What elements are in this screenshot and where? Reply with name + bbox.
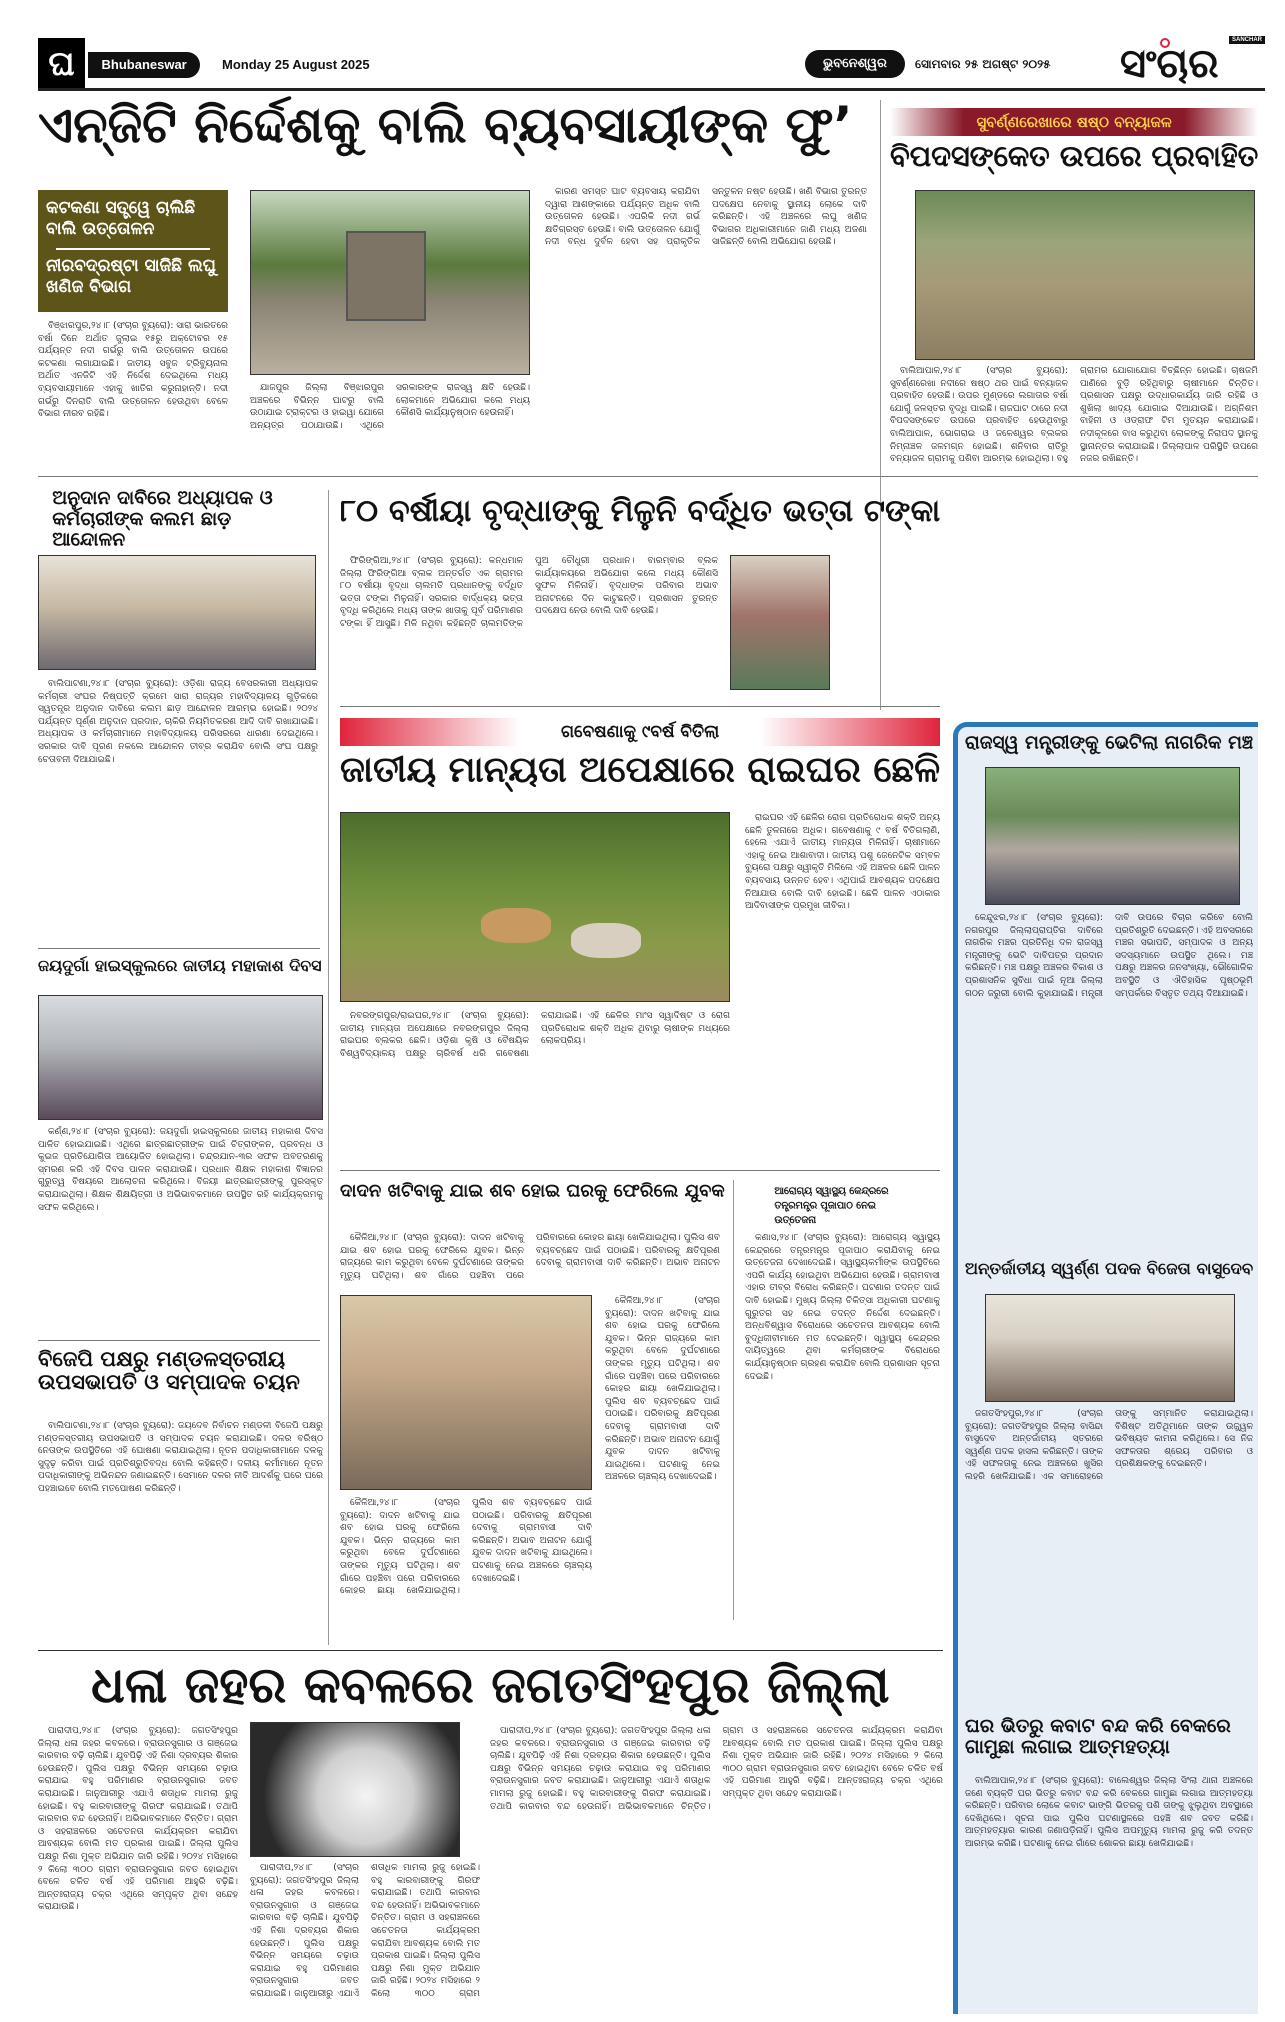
article-body [490,1725,943,2010]
photo-flood [915,190,1255,360]
section-divider [38,948,320,949]
text-line: ଏନ୍‌ଜିଟି ନିର୍ଦ୍ଦେଶକୁ ବାଲି ବ୍ୟବସାୟୀଙ୍କ ଫୁ’ [38,96,853,154]
text-line: ସଂଚାର [1120,41,1219,87]
headline-gold-medal [965,1260,1253,1288]
paragraph: କୈଳିଆ,୨୪।୮ (ସଂଚାର ବ୍ୟୁରୋ): ଦାଦନ ଖଟିବାକୁ ଯାଇ ଶବ ହୋଇ ଘରକୁ ଫେରିଲେ ଯୁବକ। ଭିନ୍ନ ରାଜ୍ୟରେ କାମ କରୁଥିବା ବେଳେ ଦୁର୍ଘଟଣାରେ ତାଙ୍କର ମୃତ୍ୟୁ ଘଟିଥିଲା। ଶବ ଗାଁରେ ପହଞ୍ଚିବା ପରେ ପରିବାରରେ କୋହର ଛାୟା ଖେଳିଯାଇଥିଲା। ପୁଲିସ ଶବ ବ୍ୟବଚ୍ଛେଦ ପାଇଁ ପଠାଇଛି। ପରିବାରକୁ କ୍ଷତିପୂରଣ ଦେବାକୁ ଗ୍ରାମବାସୀ ଦାବି କରିଛନ୍ତି। ଅଭାବ ଅନାଟନ ଯୋଗୁଁ ଯୁବକ ଦାଦନ ଖଟିବାକୁ ଯାଇଥିଲେ। ଘଟଣାକୁ ନେଇ ଅଞ୍ଚଳରେ ଚାଞ୍ଚଲ୍ୟ ଦେଖାଦେଇଛି। [605,1296,720,1483]
headline-bjp [38,1348,323,1414]
text-line: ଘର ଭିତରୁ କବାଟ ବନ୍ଦ କରି ବେକରେ ଗାମୁଛା ଲଗାଇ ଆତ୍ମହତ୍ୟା [965,1715,1231,1758]
article-body [340,1497,592,1615]
paragraph: ଫିରିଙ୍ଗିଆ,୨୪।୮ (ସଂଚାର ବ୍ୟୁରୋ): କନ୍ଧମାଳ ଜିଲ୍ଲା ଫିରିଙ୍ଗିଆ ବ୍ଲକ ଅନ୍ତର୍ଗତ ଏକ ଗ୍ରାମର ୮୦ ବର୍ଷୀୟା ବୃଦ୍ଧା ଚାଲମତି ପ୍ରଧାନଙ୍କୁ ବର୍ଦ୍ଧିତ ଭତ୍ତା ଟଙ୍କା ମିଳୁନାହିଁ। ସରକାର ବାର୍ଦ୍ଧକ୍ୟ ଭତ୍ତା ବୃଦ୍ଧି କରିଥିଲେ ମଧ୍ୟ ତାଙ୍କ ଖାତାକୁ ପୂର୍ବ ପରିମାଣର ଟଙ୍କା ହିଁ ଆସୁଛି। ମିଳି ନଥିବା କହିଛନ୍ତି ଚାଲମତିଙ୍କ ପୁଅ ଚୌଧୁରୀ ପ୍ରଧାନ। ବାରମ୍ବାର ବ୍ଲକ କାର୍ଯ୍ୟାଳୟରେ ଅଭିଯୋଗ କଲେ ମଧ୍ୟ କୌଣସି ସୁଫଳ ମିଳିନାହିଁ। ବୃଦ୍ଧାଙ୍କ ପରିବାର ଅଭାବ ଅନାଟନରେ ଦିନ କାଟୁଛନ୍ତି। ପ୍ରଶାସନ ତୁରନ୍ତ ପଦକ୍ଷେପ ନେଉ ବୋଲି ଦାବି ହେଉଛି। [340,556,718,629]
headline-elderly-allowance [340,494,940,544]
paragraph: ବାଲିପାଟଣା,୨୪।୮ (ସଂଚାର ବ୍ୟୁରୋ): ଜୟଦେବ ନିର୍ବାଚନ ମଣ୍ଡଳୀ ବିଜେପି ପକ୍ଷରୁ ମଣ୍ଡଳସ୍ତରୀୟ ଉପସଭାପତି ଓ ସମ୍ପାଦକ ଚୟନ କରାଯାଇଛି। ଦଳର ବରିଷ୍ଠ ନେତାଙ୍କ ଉପସ୍ଥିତିରେ ଏହି ଘୋଷଣା କରାଯାଇଥିଲା। ନୂତନ ପଦାଧିକାରୀମାନେ ଦଳକୁ ସୁଦୃଢ଼ କରିବା ପାଇଁ ପ୍ରତିଶ୍ରୁତିବଦ୍ଧ ବୋଲି କହିଛନ୍ତି। ଦଳୀୟ କର୍ମୀମାନେ ନୂତନ ପଦାଧିକାରୀଙ୍କୁ ଅଭିନନ୍ଦନ ଜଣାଇଛନ୍ତି। ସେମାନେ ଦଳର ନୀତି ଆଦର୍ଶକୁ ଘରେ ଘରେ ପହଞ୍ଚାଇବେ ବୋଲି ମତପୋଷଣ କରିଛନ୍ତି। [38,1421,323,1494]
paragraph: ନବରଙ୍ଗପୁର/ରାଇଘର,୨୪।୮ (ସଂଚାର ବ୍ୟୁରୋ): ଜାତୀୟ ମାନ୍ୟତା ଅପେକ୍ଷାରେ ନବରଙ୍ଗପୁର ଜିଲ୍ଲା ରାଇଘର ବ୍ଲକର ଛେଳି। ଓଡ଼ିଶା କୃଷି ଓ ବୈଷୟିକ ବିଶ୍ୱବିଦ୍ୟାଳୟ ପକ୍ଷରୁ ଚାରିବର୍ଷ ଧରି ଗବେଷଣା କରାଯାଇଛି। ଏହି ଛେଳିର ମାଂସ ସ୍ୱାଦିଷ୍ଟ ଓ ରୋଗ ପ୍ରତିରୋଧକ ଶକ୍ତି ଅଧିକ ଥିବାରୁ ଚାଷୀଙ୍କ ମଧ୍ୟରେ ଲୋକପ୍ରିୟ। [340,1011,730,1059]
text-line: ଗବେଷଣାକୁ ୯ବର୍ଷ ବିତିଲା [561,722,720,742]
subhead-line1 [46,198,220,242]
text-line: ଜାତୀୟ ମାନ୍ୟତା ଅପେକ୍ଷାରେ ରାଇଘର ଛେଳି [340,749,941,791]
paragraph: ପାରାଦୀପ,୨୪।୮ (ସଂଚାର ବ୍ୟୁରୋ): ଜଗତସିଂହପୁର ଜିଲ୍ଲା ଧଳା ଜହର କବଳରେ। ବ୍ରାଉନସୁଗାର ଓ ଗଞ୍ଜେଇ କାରବାର ବଢ଼ି ଚାଲିଛି। ଯୁବପିଢ଼ି ଏହି ନିଶା ଦ୍ରବ୍ୟର ଶିକାର ହେଉଛନ୍ତି। ପୁଲିସ ପକ୍ଷରୁ ବିଭିନ୍ନ ସମୟରେ ଚଢ଼ାଉ କରାଯାଇ ବହୁ ପରିମାଣର ବ୍ରାଉନସୁଗାର ଜବତ କରାଯାଇଛି। ଜାନୁଆରୀରୁ ଏଯାଏଁ ଶତାଧିକ ମାମଲା ରୁଜୁ ହୋଇଛି। ବହୁ କାରବାରୀଙ୍କୁ ଗିରଫ କରାଯାଇଛି। ତଥାପି କାରବାର ବନ୍ଦ ହେଉନାହିଁ। ଅଭିଭାବକମାନେ ଚିନ୍ତିତ। ଗ୍ରାମ ଓ ସହରାଞ୍ଚଳରେ ସଚେତନତା କାର୍ଯ୍ୟକ୍ରମ କରାଯିବା ଆବଶ୍ୟକ ବୋଲି ମତ ପ୍ରକାଶ ପାଇଛି। ଜିଲ୍ଲା ପୁଲିସ ପକ୍ଷରୁ ନିଶା ମୁକ୍ତ ଅଭିଯାନ ଜାରି ରହିଛି। ୨୦୨୪ ମସିହାରେ ୨ କିଲୋ ୩୦୦ ଗ୍ରାମ ବ୍ରାଉନସୁଗାର ଜବତ ହୋଇଥିବା ବେଳେ ଚଳିତ ବର୍ଷ ଏହି ପରିମାଣ ଆହୁରି ବଢ଼ିଛି। ଆନ୍ତଃରାଜ୍ୟ ଚକ୍ର ଏଥିରେ ସମ୍ପୃକ୍ତ ଥିବା ସନ୍ଦେହ କରାଯାଉଛି। [490,1726,943,1812]
subhead-divider [56,248,210,250]
text-line: ଭୁବନେଶ୍ୱର [823,55,887,70]
photo-school-event [38,995,323,1120]
paragraph: ବାଲିପାଟଣା,୨୪।୮ (ସଂଚାର ବ୍ୟୁରୋ): ଓଡ଼ିଶା ରାଜ୍ୟ ବେସରକାରୀ ଅଧ୍ୟାପକ କର୍ମଚାରୀ ସଂଘର ନିଷ୍ପତ୍ତି କ୍ରମେ ସାରା ରାଜ୍ୟର ମହାବିଦ୍ୟାଳୟ ଗୁଡ଼ିକରେ ସ୍ୱତନ୍ତ୍ର ଅନୁଦାନ ଦାବିରେ କଲମ ଛାଡ଼ ଆନ୍ଦୋଳନ ଆରମ୍ଭ ହୋଇଛି। ୨୦୨୪ ପର୍ଯ୍ୟନ୍ତ ପୂର୍ଣ୍ଣ ଅନୁଦାନ ପ୍ରଦାନ, ଚାକିରି ନିୟମିତକରଣ ଆଦି ଦାବି ରଖାଯାଇଛି। ଅଧ୍ୟାପକ ଓ କର୍ମଚାରୀମାନେ ମହାବିଦ୍ୟାଳୟ ପରିସରରେ ଧାରଣା ଦେଇଥିଲେ। ସରକାର ଦାବି ପୂରଣ ନକଲେ ଆନ୍ଦୋଳନ ତୀବ୍ର କରାଯିବ ବୋଲି ସଂଘ ପକ୍ଷରୁ ଚେତାବନୀ ଦିଆଯାଇଛି। [38,679,318,765]
headline-health-centre [745,1184,940,1228]
paragraph: ପାରାଦୀପ,୨୪।୮ (ସଂଚାର ବ୍ୟୁରୋ): ଜଗତସିଂହପୁର ଜିଲ୍ଲା ଧଳା ଜହର କବଳରେ। ବ୍ରାଉନସୁଗାର ଓ ଗଞ୍ଜେଇ କାରବାର ବଢ଼ି ଚାଲିଛି। ଯୁବପିଢ଼ି ଏହି ନିଶା ଦ୍ରବ୍ୟର ଶିକାର ହେଉଛନ୍ତି। ପୁଲିସ ପକ୍ଷରୁ ବିଭିନ୍ନ ସମୟରେ ଚଢ଼ାଉ କରାଯାଇ ବହୁ ପରିମାଣର ବ୍ରାଉନସୁଗାର ଜବତ କରାଯାଇଛି। ଜାନୁଆରୀରୁ ଏଯାଏଁ ଶତାଧିକ ମାମଲା ରୁଜୁ ହୋଇଛି। ବହୁ କାରବାରୀଙ୍କୁ ଗିରଫ କରାଯାଇଛି। ତଥାପି କାରବାର ବନ୍ଦ ହେଉନାହିଁ। ଅଭିଭାବକମାନେ ଚିନ୍ତିତ। ଗ୍ରାମ ଓ ସହରାଞ୍ଚଳରେ ସଚେତନତା କାର୍ଯ୍ୟକ୍ରମ କରାଯିବା ଆବଶ୍ୟକ ବୋଲି ମତ ପ୍ରକାଶ ପାଇଛି। ଜିଲ୍ଲା ପୁଲିସ ପକ୍ଷରୁ ନିଶା ମୁକ୍ତ ଅଭିଯାନ ଜାରି ରହିଛି। ୨୦୨୪ ମସିହାରେ ୨ କିଲୋ ୩୦୦ ଗ୍ରାମ [250,1863,480,1999]
headline-migrant-death [340,1182,725,1226]
truck-shape [346,231,426,321]
section-divider [38,476,1258,477]
article-body [890,365,1258,710]
goat-shape [571,923,641,958]
photo-brown-sugar-packet [250,1722,460,1857]
goat-shape [481,908,551,943]
photo-goats [340,812,730,1002]
headline-suicide [965,1716,1253,1770]
text-line: ସୋମବାର ୨୫ ଅଗଷ୍ଟ ୨୦୨୫ [915,57,1051,71]
paragraph: କଣାସ,୨୪।୮ (ସଂଚାର ବ୍ୟୁରୋ): ଆରୋଗ୍ୟ ସ୍ୱାସ୍ଥ୍ୟ କେନ୍ଦ୍ରରେ ତନ୍ତ୍ରମନ୍ତ୍ର ପୂଜାପାଠ କରାଯିବାକୁ ନେଇ ଉତ୍ତେଜନା ଦେଖାଦେଇଛି। ସ୍ୱାସ୍ଥ୍ୟକର୍ମୀଙ୍କ ଉପସ୍ଥିତିରେ ଏପରି କାର୍ଯ୍ୟ ହୋଇଥିବା ଅଭିଯୋଗ ହେଉଛି। ଗ୍ରାମବାସୀ ଏହାର ତୀବ୍ର ବିରୋଧ କରିଛନ୍ତି। ଘଟଣାର ତଦନ୍ତ ପାଇଁ ଦାବି ହୋଇଛି। ମୁଖ୍ୟ ଜିଲ୍ଲା ଚିକିତ୍ସା ଅଧିକାରୀ ଘଟଣାକୁ ଗୁରୁତର ସହ ନେଇ ତଦନ୍ତ ନିର୍ଦ୍ଦେଶ ଦେଇଛନ୍ତି। ଅନ୍ଧବିଶ୍ୱାସ ବିରୋଧରେ ସଚେତନତା ଆବଶ୍ୟକ ବୋଲି ବୁଦ୍ଧିଜୀବୀମାନେ ମତ ଦେଇଛନ୍ତି। ସ୍ୱାସ୍ଥ୍ୟ କେନ୍ଦ୍ରର ଦାୟିତ୍ୱରେ ଥିବା କର୍ମଚାରୀଙ୍କ ବିରୋଧରେ କାର୍ଯ୍ୟାନୁଷ୍ଠାନ ଗ୍ରହଣ କରାଯିବ ବୋଲି ପ୍ରଶାସନ ସୂଚନା ଦେଇଛି। [745,1233,940,1382]
paragraph: କେନ୍ଦୁଝର,୨୪।୮ (ସଂଚାର ବ୍ୟୁରୋ): ନଗରପୁର ଜିଲ୍ଲାପ୍ରାପ୍ତିର ଦାବିରେ ନାଗରିକ ମଞ୍ଚର ପ୍ରତିନିଧି ଦଳ ରାଜସ୍ୱ ମନ୍ତ୍ରୀଙ୍କୁ ଭେଟି ଦାବିପତ୍ର ପ୍ରଦାନ କରିଛନ୍ତି। ମଞ୍ଚ ପକ୍ଷରୁ ଅଞ୍ଚଳର ବିକାଶ ଓ ପ୍ରଶାସନିକ ସୁବିଧା ପାଇଁ ନୂଆ ଜିଲ୍ଲା ଗଠନ ଜରୁରୀ ବୋଲି କୁହାଯାଇଛି। ମନ୍ତ୍ରୀ ଦାବି ଉପରେ ବିଚାର କରିବେ ବୋଲି ପ୍ରତିଶ୍ରୁତି ଦେଇଛନ୍ତି। ଏହି ଅବସରରେ ମଞ୍ଚର ସଭାପତି, ସମ୍ପାଦକ ଓ ଅନ୍ୟ ସଦସ୍ୟମାନେ ଉପସ୍ଥିତ ଥିଲେ। ମଞ୍ଚ ପକ୍ଷରୁ ଅଞ୍ଚଳର ଜନସଂଖ୍ୟା, ଭୌଗୋଳିକ ଅବସ୍ଥିତି ଓ ଐତିହାସିକ ପୃଷ୍ଠଭୂମି ସମ୍ପର୍କରେ ବିସ୍ତୃତ ତଥ୍ୟ ଦିଆଯାଇଛି। [965,913,1253,999]
text-line: କଟକଣା ସତ୍ତ୍ୱେ ଚାଲିଛି ବାଲି ଉତ୍ତୋଳନ [46,198,196,240]
text-line: ଅନ୍ତର୍ଜାତୀୟ ସ୍ୱର୍ଣ୍ଣ ପଦକ ବିଜେତା ବାସୁଦେବ [965,1259,1254,1279]
kicker-flood [890,108,1258,136]
paragraph: କୈଳିଆ,୨୪।୮ (ସଂଚାର ବ୍ୟୁରୋ): ଦାଦନ ଖଟିବାକୁ ଯାଇ ଶବ ହୋଇ ଘରକୁ ଫେରିଲେ ଯୁବକ। ଭିନ୍ନ ରାଜ୍ୟରେ କାମ କରୁଥିବା ବେଳେ ଦୁର୍ଘଟଣାରେ ତାଙ୍କର ମୃତ୍ୟୁ ଘଟିଥିଲା। ଶବ ଗାଁରେ ପହଞ୍ଚିବା ପରେ ପରିବାରରେ କୋହର ଛାୟା ଖେଳିଯାଇଥିଲା। ପୁଲିସ ଶବ ବ୍ୟବଚ୍ଛେଦ ପାଇଁ ପଠାଇଛି। ପରିବାରକୁ କ୍ଷତିପୂରଣ ଦେବାକୁ ଗ୍ରାମବାସୀ ଦାବି କରିଛନ୍ତି। ଅଭାବ ଅନାଟନ ଯୋଗୁଁ ଯୁବକ ଦାଦନ ଖଟିବାକୁ ଯାଇଥିଲେ। ଘଟଣାକୁ ନେଇ ଅଞ୍ଚଳରେ ଚାଞ୍ଚଲ୍ୟ ଦେଖାଦେଇଛି। [340,1498,592,1597]
article-body [965,1775,1253,2010]
article-body [38,320,228,460]
photo-protest [38,555,316,670]
headline-goat [340,750,940,806]
paragraph: କର୍ଣ୍ଣ,୨୪।୮ (ସଂଚାର ବ୍ୟୁରୋ): ଜୟଦୁର୍ଗା ହାଇସ୍କୁଲରେ ଜାତୀୟ ମହାକାଶ ଦିବସ ପାଳିତ ହୋଇଯାଇଛି। ଏଥିରେ ଛାତ୍ରଛାତ୍ରୀଙ୍କ ପାଇଁ ଚିତ୍ରାଙ୍କନ, ପ୍ରବନ୍ଧ ଓ କୁଇଜ ପ୍ରତିଯୋଗିତା ଆୟୋଜିତ ହୋଇଥିଲା। ଚନ୍ଦ୍ରଯାନ-୩ର ସଫଳ ଅବତରଣକୁ ସ୍ମରଣ କରି ଏହି ଦିବସ ପାଳନ କରାଯାଉଛି। ପ୍ରଧାନ ଶିକ୍ଷକ ମହାକାଶ ବିଜ୍ଞାନର ଗୁରୁତ୍ୱ ବିଷୟରେ ଆଲୋଚନା କରିଥିଲେ। ବିଜୟୀ ଛାତ୍ରଛାତ୍ରୀଙ୍କୁ ପୁରସ୍କୃତ କରାଯାଇଥିଲା। ଶିକ୍ଷକ ଶିକ୍ଷୟିତ୍ରୀ ଓ ଅଭିଭାବକମାନେ ଉପସ୍ଥିତ ରହି କାର୍ଯ୍ୟକ୍ରମକୁ ସଫଳ କରିଥିଲେ। [38,1127,323,1213]
article-body [605,1295,720,1615]
text-line: Bhubaneswar [101,57,187,72]
paragraph: ରାଇଘର ଏହି ଛେଳିର ରୋଗ ପ୍ରତିରୋଧକ ଶକ୍ତି ଅନ୍ୟ ଛେଳି ତୁଳନାରେ ଅଧିକ। ଗବେଷଣାକୁ ୯ ବର୍ଷ ବିତିଗଲାଣି, ହେଲେ ଏଯାଏଁ ଜାତୀୟ ମାନ୍ୟତା ମିଳିନାହିଁ। ଚାଷୀମାନେ ଏହାକୁ ନେଇ ଆଶାବାଦୀ। ଜାତୀୟ ପଶୁ ଜେନେଟିକ ସମ୍ବଳ ବ୍ୟୁରୋ ପକ୍ଷରୁ ସ୍ୱୀକୃତି ମିଳିଲେ ଏହି ଅଞ୍ଚଳର ଛେଳି ପାଳନ ବ୍ୟବସାୟ ଉନ୍ନତ ହେବ। ଏଥିପାଇଁ ଆବଶ୍ୟକ ପଦକ୍ଷେପ ନିଆଯାଉ ବୋଲି ଦାବି ହୋଇଛି। ଛେଳି ପାଳନ ଏଠାକାର ଆଦିବାସୀଙ୍କ ପ୍ରମୁଖ ଜୀବିକା। [745,813,940,912]
section-divider [38,1340,320,1341]
photo-minister-meeting [985,767,1240,905]
article-body [545,186,867,462]
photo-award [985,1294,1235,1402]
paragraph: ବାଲିଆପାଳ,୨୪।୮ (ସଂଚାର ବ୍ୟୁରୋ): ବାଲେଶ୍ୱର ଜିଲ୍ଲା ସିଂଲା ଥାନା ଅଞ୍ଚଳରେ ଜଣେ ବ୍ୟକ୍ତି ଘର ଭିତରୁ କବାଟ ବନ୍ଦ କରି ବେକରେ ଗାମୁଛା ଲଗାଇ ଆତ୍ମହତ୍ୟା କରିଛନ୍ତି। ପରିବାର ଲୋକେ କବାଟ ଭାଙ୍ଗି ଭିତରକୁ ପଶି ତାଙ୍କୁ ଝୁଲୁଥିବା ଅବସ୍ଥାରେ ଦେଖିଥିଲେ। ସୂଚନା ପାଇ ପୁଲିସ ଘଟଣାସ୍ଥଳରେ ପହଞ୍ଚି ଶବ ଜବତ କରିଛି। ଆତ୍ମହତ୍ୟାର କାରଣ ଜଣାପଡ଼ିନାହିଁ। ପୁଲିସ ଅପମୃତ୍ୟୁ ମାମଲା ରୁଜୁ କରି ତଦନ୍ତ ଆରମ୍ଭ କରିଛି। ଘଟଣାକୁ ନେଇ ଗାଁରେ ଶୋକର ଛାୟା ଖେଳିଯାଇଛି। [965,1776,1253,1849]
paragraph: ବାଲିଆପାଳ,୨୪।୮ (ସଂଚାର ବ୍ୟୁରୋ): ସୁବର୍ଣ୍ଣରେଖା ନଦୀରେ ଷଷ୍ଠ ଥର ପାଇଁ ବନ୍ୟାଜଳ ପ୍ରବାହିତ ହେଉଛି। ଉପର ମୁଣ୍ଡରେ ଲଗାତାର ବର୍ଷା ଯୋଗୁଁ ଜଳସ୍ତର ବୃଦ୍ଧି ପାଇଛି। ରାଜଘାଟ ଠାରେ ନଦୀ ବିପଦସଙ୍କେତ ଉପରେ ପ୍ରବାହିତ ହେଉଥିବାରୁ ବାଲିଆପାଳ, ଭୋଗରାଇ ଓ ଜଳେଶ୍ୱର ବ୍ଲକର ନିମ୍ନାଞ୍ଚଳ ଜଳମଗ୍ନ ହୋଇଛି। ଶନିବାର ରାତିରୁ ବନ୍ୟାଜଳ ଗ୍ରାମକୁ ପଶିବା ଆରମ୍ଭ ହୋଇଥିଲା। ବହୁ ଗ୍ରାମର ଯୋଗାଯୋଗ ବିଚ୍ଛିନ୍ନ ହୋଇଛି। ଚାଷଜମି ପାଣିରେ ବୁଡ଼ି ରହିଥିବାରୁ ଚାଷୀମାନେ ଚିନ୍ତିତ। ପ୍ରଶାସନ ପକ୍ଷରୁ ଉଦ୍ଧାରକାର୍ଯ୍ୟ ଜାରି ରହିଛି ଓ ଶୁଖିଲା ଖାଦ୍ୟ ଯୋଗାଇ ଦିଆଯାଉଛି। ଅଗ୍ନିଶମ ବାହିନୀ ଓ ଓଡ୍ରାଫ ଟିମ ମୁତୟନ କରାଯାଇଛି। ନଦୀକୂଳରେ ବାସ କରୁଥିବା ଲୋକଙ୍କୁ ନିରାପଦ ସ୍ଥାନକୁ ସ୍ଥାନାନ୍ତର କରାଯାଇଛି। ଜିଲ୍ଲାପାଳ ପରିସ୍ଥିତି ଉପରେ ନଜର ରଖିଛନ୍ତି। [890,366,1258,465]
headline-space-day [38,957,323,987]
section-divider [340,1170,940,1171]
paragraph: ବିଞ୍ଝାରପୁର,୨୪।୮ (ସଂଚାର ବ୍ୟୁରୋ): ସାରା ଭାରତରେ ବର୍ଷା ଦିନେ ଅର୍ଥାତ ଜୁଲାଇ ୧୫ରୁ ଅକ୍ଟୋବର ୧୫ ପର୍ଯ୍ୟନ୍ତ ନଦୀ ଗର୍ଭରୁ ବାଲି ଉତ୍ତୋଳନ ଉପରେ କଟକଣା ଲଗାଯାଇଛି। ଜାତୀୟ ସବୁଜ ଟ୍ରିବ୍ୟୁନାଲ ଅର୍ଥାତ ଏନଜିଟି ଏହି ନିର୍ଦ୍ଦେଶ ଦେଇଥିଲେ ମଧ୍ୟ ବ୍ୟବସାୟୀମାନେ ଏହାକୁ ଖାତିର କରୁନାହାନ୍ତି। ନଦୀ ଗର୍ଭରୁ ଦିନରାତି ବାଲି ଉତ୍ତୋଳନ ହେଉଥିବା ବେଳେ ବିଭାଗ ନୀରବ ରହିଛି। [38,321,228,420]
column-divider [328,490,329,1645]
text-line: ରାଜସ୍ୱ ମନ୍ତ୍ରୀଙ୍କୁ ଭେଟିଲା ନାଗରିକ ମଞ୍ଚ [965,731,1254,754]
article-body [38,678,318,940]
article-body [965,1408,1253,1703]
logo-small-text: SANCHAR [1229,36,1265,44]
text-line: ବିଜେପି ପକ୍ଷରୁ ମଣ୍ଡଳସ୍ତରୀୟ ଉପସଭାପତି ଓ ସମ୍ପାଦକ ଚୟନ [38,1347,300,1395]
date-english [222,57,422,75]
text-line: ୮୦ ବର୍ଷୀୟା ବୃଦ୍ଧାଙ୍କୁ ମିଳୁନି ବର୍ଦ୍ଧିତ ଭତ୍ତା ଟଙ୍କା [340,492,941,529]
page-number: ଘ [38,38,85,90]
article-body [965,912,1253,1252]
date-odia [915,57,1105,75]
column-divider [880,100,881,710]
edition-label-odia [805,50,905,78]
article-body [340,555,718,700]
text-line: ବିପଦସଙ୍କେତ ଉପରେ ପ୍ରବାହିତ [890,139,1259,173]
paragraph: କୈଳିଆ,୨୪।୮ (ସଂଚାର ବ୍ୟୁରୋ): ଦାଦନ ଖଟିବାକୁ ଯାଇ ଶବ ହୋଇ ଘରକୁ ଫେରିଲେ ଯୁବକ। ଭିନ୍ନ ରାଜ୍ୟରେ କାମ କରୁଥିବା ବେଳେ ଦୁର୍ଘଟଣାରେ ତାଙ୍କର ମୃତ୍ୟୁ ଘଟିଥିଲା। ଶବ ଗାଁରେ ପହଞ୍ଚିବା ପରେ ପରିବାରରେ କୋହର ଛାୟା ଖେଳିଯାଇଥିଲା। ପୁଲିସ ଶବ ବ୍ୟବଚ୍ଛେଦ ପାଇଁ ପଠାଇଛି। ପରିବାରକୁ କ୍ଷତିପୂରଣ ଦେବାକୁ ଗ୍ରାମବାସୀ ଦାବି କରିଛନ୍ତି। ଅଭାବ ଅନାଟନ [340,1233,720,1281]
article-body [250,1862,480,2010]
header-rule [38,88,1265,91]
subhead-line2 [46,256,220,300]
article-body [745,1232,940,1617]
text-line: Monday 25 August 2025 [222,57,370,72]
article-body [250,382,530,462]
edition-label [88,52,200,78]
text-line: ଧଳା ଜହର କବଳରେ ଜଗତସିଂହପୁର ଜିଲ୍ଲା [91,1656,890,1714]
article-body [38,1420,323,1618]
text-line: ଜୟଦୁର୍ଗା ହାଇସ୍କୁଲରେ ଜାତୀୟ ମହାକାଶ ଦିବସ [38,956,322,975]
article-body [340,1232,720,1292]
photo-sand-truck [250,190,530,375]
text-line: ନୀରବଦ୍ରଷ୍ଟା ସାଜିଛି ଲଘୁ ଖଣିଜ ବିଭାଗ [46,256,216,298]
article-body [745,812,940,1162]
photo-police [340,1295,592,1490]
text-line: ସୁବର୍ଣ୍ଣରେଖାରେ ଷଷ୍ଠ ବନ୍ୟାଜଳ [976,113,1172,131]
paragraph: ଯାଜପୁର ଜିଲ୍ଲା ବିଞ୍ଝାରପୁର ଅଞ୍ଚଳରେ ବିଭିନ୍ନ ଘାଟରୁ ବାଲି ଉଠାଯାଇ ଟ୍ରାକ୍ଟର ଓ ହାଇୱା ଯୋଗେ ଅନ୍ୟତ୍ର ପଠାଯାଉଛି। ଏଥିରେ ସରକାରଙ୍କ ରାଜସ୍ୱ କ୍ଷତି ହେଉଛି। ଲୋକମାନେ ଅଭିଯୋଗ କଲେ ମଧ୍ୟ କୌଣସି କାର୍ଯ୍ୟାନୁଷ୍ଠାନ ହେଉନାହିଁ। [250,383,530,431]
newspaper-logo[interactable] [1120,36,1265,92]
text-line: ଆରୋଗ୍ୟ ସ୍ୱାସ୍ଥ୍ୟ କେନ୍ଦ୍ରରେ ତନ୍ତ୍ରମନ୍ତ୍ର ପୂଜାପାଠ ନେଇ ଉତ୍ତେଜନା [774,1185,889,1226]
photo-elderly-woman [730,555,830,690]
text-line: ଦାଦନ ଖଟିବାକୁ ଯାଇ ଶବ ହୋଇ ଘରକୁ ଫେରିଲେ ଯୁବକ [340,1181,725,1202]
paragraph: କାରଣ ସମସ୍ତ ଘାଟ ବ୍ୟବସାୟ କରାଯିବା ଦ୍ୱାରା ଆଶଙ୍କାରେ ପର୍ଯ୍ୟନ୍ତ ଅଧିକ ବାଲି ଉତ୍ତୋଳନ ହେଉଛି। ଏପରିକି ନଦୀ ଗର୍ଭ କ୍ଷତିଗ୍ରସ୍ତ ହେଉଛି। ବାଲି ଉତ୍ତୋଳନ ଯୋଗୁଁ ନଦୀ ବନ୍ଧ ଦୁର୍ବଳ ହେବା ସହ ପ୍ରାକୃତିକ ସନ୍ତୁଳନ ନଷ୍ଟ ହେଉଛି। ଖଣି ବିଭାଗ ତୁରନ୍ତ ପଦକ୍ଷେପ ନେବାକୁ ସ୍ଥାନୀୟ ଲୋକେ ଦାବି କରିଛନ୍ତି। ଏହି ଅଞ୍ଚଳରେ ଲଘୁ ଖଣିଜ ବିଭାଗର ଅଧିକାରୀମାନେ ଜାଣି ମଧ୍ୟ ଅଜଣା ସାଜିଛନ୍ତି ବୋଲି ଅଭିଯୋଗ ହେଉଛି। [545,187,867,248]
headline-flood [890,141,1258,185]
headline-sand-mining [38,98,868,160]
article-body [38,1725,238,2010]
headline-drugs [38,1658,943,1718]
logo-text [1120,41,1265,90]
subhead-box [38,190,228,312]
section-divider [340,706,940,707]
kicker-goat [340,718,940,746]
headline-teachers-protest [38,488,318,550]
paragraph: ପାରାଦୀପ,୨୪।୮ (ସଂଚାର ବ୍ୟୁରୋ): ଜଗତସିଂହପୁର ଜିଲ୍ଲା ଧଳା ଜହର କବଳରେ। ବ୍ରାଉନସୁଗାର ଓ ଗଞ୍ଜେଇ କାରବାର ବଢ଼ି ଚାଲିଛି। ଯୁବପିଢ଼ି ଏହି ନିଶା ଦ୍ରବ୍ୟର ଶିକାର ହେଉଛନ୍ତି। ପୁଲିସ ପକ୍ଷରୁ ବିଭିନ୍ନ ସମୟରେ ଚଢ଼ାଉ କରାଯାଇ ବହୁ ପରିମାଣର ବ୍ରାଉନସୁଗାର ଜବତ କରାଯାଇଛି। ଜାନୁଆରୀରୁ ଏଯାଏଁ ଶତାଧିକ ମାମଲା ରୁଜୁ ହୋଇଛି। ବହୁ କାରବାରୀଙ୍କୁ ଗିରଫ କରାଯାଇଛି। ତଥାପି କାରବାର ବନ୍ଦ ହେଉନାହିଁ। ଅଭିଭାବକମାନେ ଚିନ୍ତିତ। ଗ୍ରାମ ଓ ସହରାଞ୍ଚଳରେ ସଚେତନତା କାର୍ଯ୍ୟକ୍ରମ କରାଯିବା ଆବଶ୍ୟକ ବୋଲି ମତ ପ୍ରକାଶ ପାଇଛି। ଜିଲ୍ଲା ପୁଲିସ ପକ୍ଷରୁ ନିଶା ମୁକ୍ତ ଅଭିଯାନ ଜାରି ରହିଛି। ୨୦୨୪ ମସିହାରେ ୨ କିଲୋ ୩୦୦ ଗ୍ରାମ ବ୍ରାଉନସୁଗାର ଜବତ ହୋଇଥିବା ବେଳେ ଚଳିତ ବର୍ଷ ଏହି ପରିମାଣ ଆହୁରି ବଢ଼ିଛି। ଆନ୍ତଃରାଜ୍ୟ ଚକ୍ର ଏଥିରେ ସମ୍ପୃକ୍ତ ଥିବା ସନ୍ଦେହ କରାଯାଉଛି। [38,1726,238,1913]
text-line: ଅନୁଦାନ ଦାବିରେ ଅଧ୍ୟାପକ ଓ କର୍ମଚାରୀଙ୍କ କଲମ ଛାଡ଼ ଆନ୍ଦୋଳନ [52,487,273,551]
headline-revenue-minister [965,732,1253,762]
article-body [340,1010,730,1162]
paragraph: ଜଗତସିଂହପୁର,୨୪।୮ (ସଂଚାର ବ୍ୟୁରୋ): ଜଗତସିଂହପୁର ଜିଲ୍ଲା ବାସିନ୍ଦା ବାସୁଦେବ ଅନ୍ତର୍ଜାତୀୟ ସ୍ତରରେ ସ୍ୱର୍ଣ୍ଣ ପଦକ ହାସଲ କରିଛନ୍ତି। ତାଙ୍କ ଏହି ସଫଳତାକୁ ନେଇ ଅଞ୍ଚଳରେ ଖୁସିର ଲହରି ଖେଳିଯାଇଛି। ଏକ ସମାରୋହରେ ତାଙ୍କୁ ସମ୍ମାନିତ କରାଯାଇଥିଲା। ବିଶିଷ୍ଟ ଅତିଥିମାନେ ତାଙ୍କ ଉଜ୍ଜ୍ୱଳ ଭବିଷ୍ୟତ କାମନା କରିଥିଲେ। ସେ ନିଜ ସଫଳତାର ଶ୍ରେୟ ପରିବାର ଓ ପ୍ରଶିକ୍ଷକଙ୍କୁ ଦେଇଛନ୍ତି। [965,1409,1253,1482]
column-divider [733,1180,734,1620]
section-divider [38,1650,943,1651]
article-body [38,1126,323,1336]
